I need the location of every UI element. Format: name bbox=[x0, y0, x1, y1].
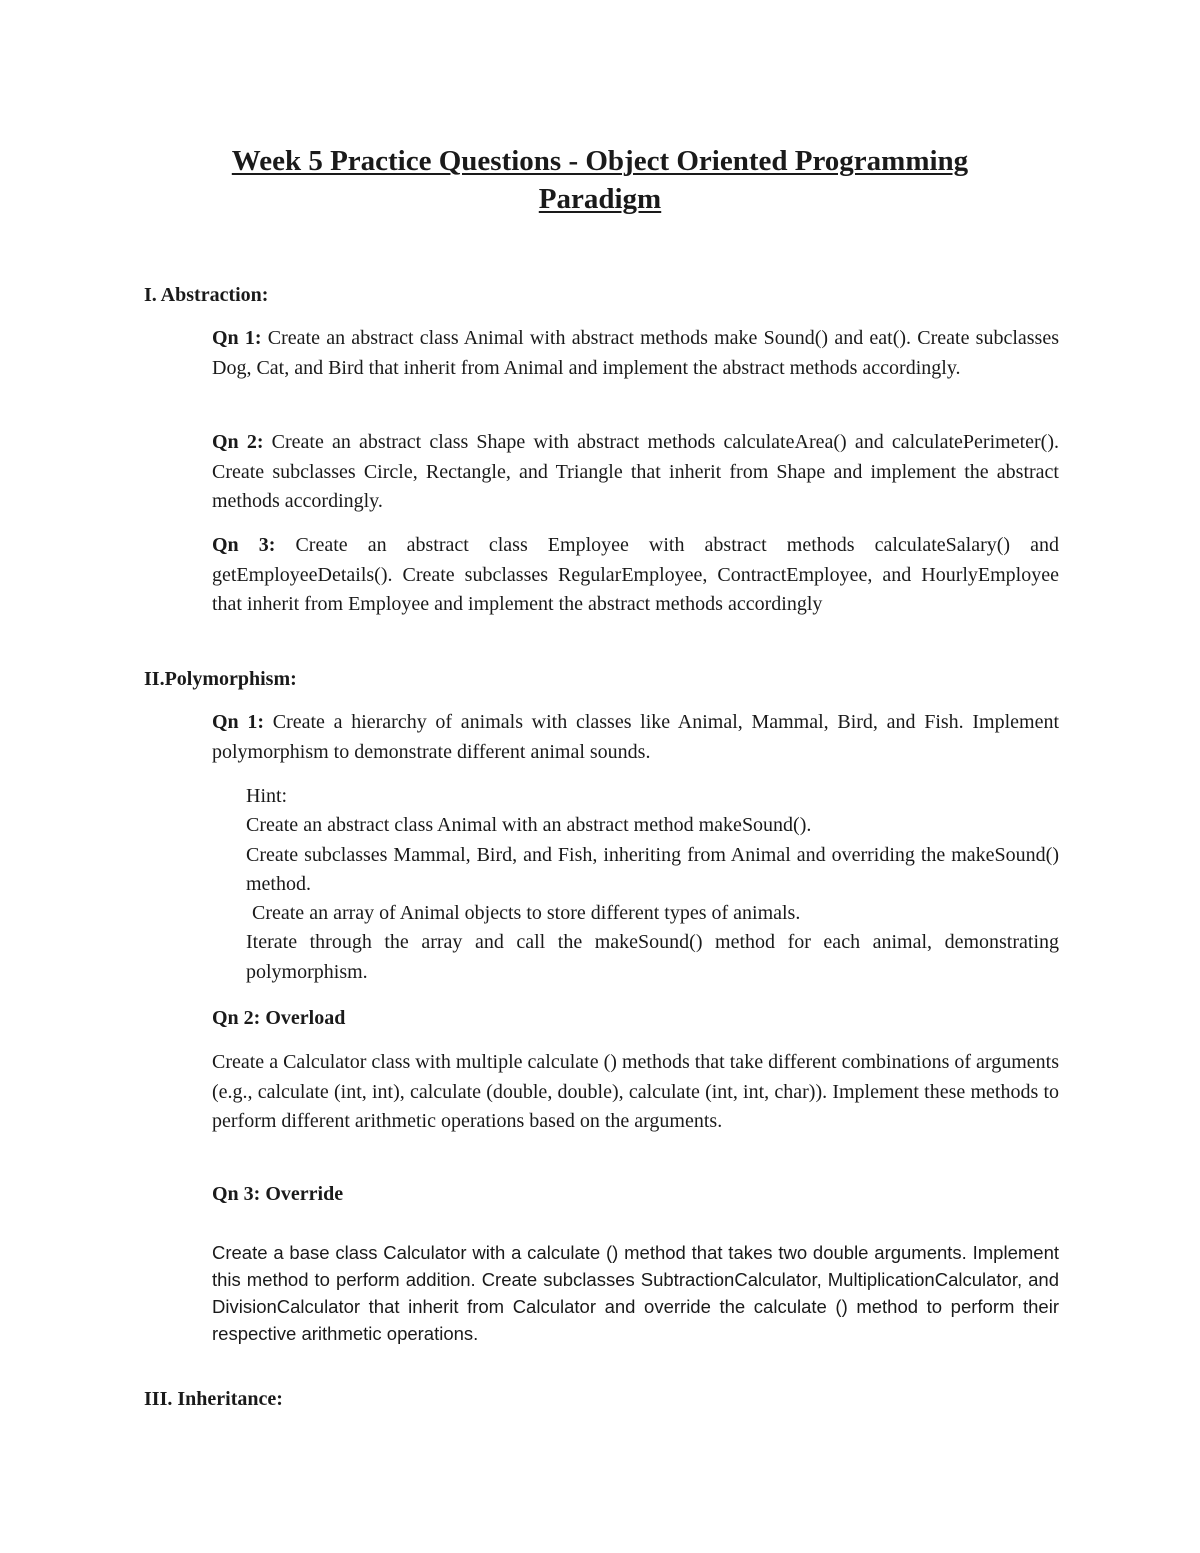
question-text: Create an abstract class Animal with abstract methods make Sound() and eat(). Create subclasses Dog, Cat, and Bird that inherit from Animal and implement the abstract methods accordingly. bbox=[212, 327, 1060, 379]
abstraction-question-3 bbox=[212, 531, 1059, 620]
question-label: Qn 1: bbox=[212, 711, 265, 733]
document-title-line-1: Week 5 Practice Questions - Object Oriented Programming bbox=[231, 145, 969, 177]
polymorphism-question-2-heading: Qn 2: Overload bbox=[212, 1007, 346, 1029]
polymorphism-question-2-text: Create a Calculator class with multiple calculate () methods that take different combinations of arguments (e.g., calculate (int, int), calculate (double, double), calculate (int, int, char)). Implement these methods to perform different arithmetic operations based on the arguments. bbox=[212, 1051, 1059, 1132]
polymorphism-question-1 bbox=[212, 708, 1059, 767]
polymorphism-question-3-text: Create a base class Calculator with a calculate () method that takes two double arguments. Implement this method to perform addition. Create subclasses SubtractionCalculator, MultiplicationCalculator, and DivisionCalculator that inherit from Calculator and override the calculate () method to perform their respective arithmetic operations. bbox=[212, 1242, 1059, 1344]
hint-step-1: Create an abstract class Animal with an abstract method makeSound(). bbox=[246, 814, 812, 837]
document-title bbox=[0, 142, 1200, 218]
question-text: Create a hierarchy of animals with classes like Animal, Mammal, Bird, and Fish. Implement polymorphism to demonstrate different animal sounds. bbox=[212, 711, 1060, 763]
hint-label: Hint: bbox=[246, 785, 288, 807]
hint-step-3: Create an array of Animal objects to store different types of animals. bbox=[252, 902, 801, 925]
section-heading-inheritance: III. Inheritance: bbox=[144, 1388, 283, 1410]
polymorphism-hint bbox=[246, 782, 1059, 987]
hint-step-4: Iterate through the array and call the makeSound() method for each animal, demonstrating polymorphism. bbox=[246, 931, 1059, 983]
question-text: Create an abstract class Employee with abstract methods calculateSalary() and getEmployeeDetails(). Create subclasses RegularEmployee, ContractEmployee, and HourlyEmployee that inherit from Employee and implement the abstract methods accordingly bbox=[212, 534, 1060, 615]
question-label: Qn 1: bbox=[212, 327, 262, 349]
section-heading-abstraction: I. Abstraction: bbox=[144, 284, 269, 306]
polymorphism-question-3-heading: Qn 3: Override bbox=[212, 1183, 344, 1205]
hint-step-2: Create subclasses Mammal, Bird, and Fish, inheriting from Animal and overriding the makeSound() method. bbox=[246, 843, 1059, 895]
document-title-line-2: Paradigm bbox=[538, 183, 662, 215]
question-label: Qn 2: bbox=[212, 431, 264, 453]
abstraction-question-2 bbox=[212, 428, 1059, 517]
section-heading-polymorphism: II.Polymorphism: bbox=[144, 668, 297, 690]
question-label: Qn 3: bbox=[212, 534, 276, 556]
question-text: Create an abstract class Shape with abstract methods calculateArea() and calculatePerimeter(). Create subclasses Circle, Rectangle, and Triangle that inherit from Shape and implement the abstract methods accordingly. bbox=[212, 431, 1059, 512]
abstraction-question-1 bbox=[212, 324, 1059, 383]
